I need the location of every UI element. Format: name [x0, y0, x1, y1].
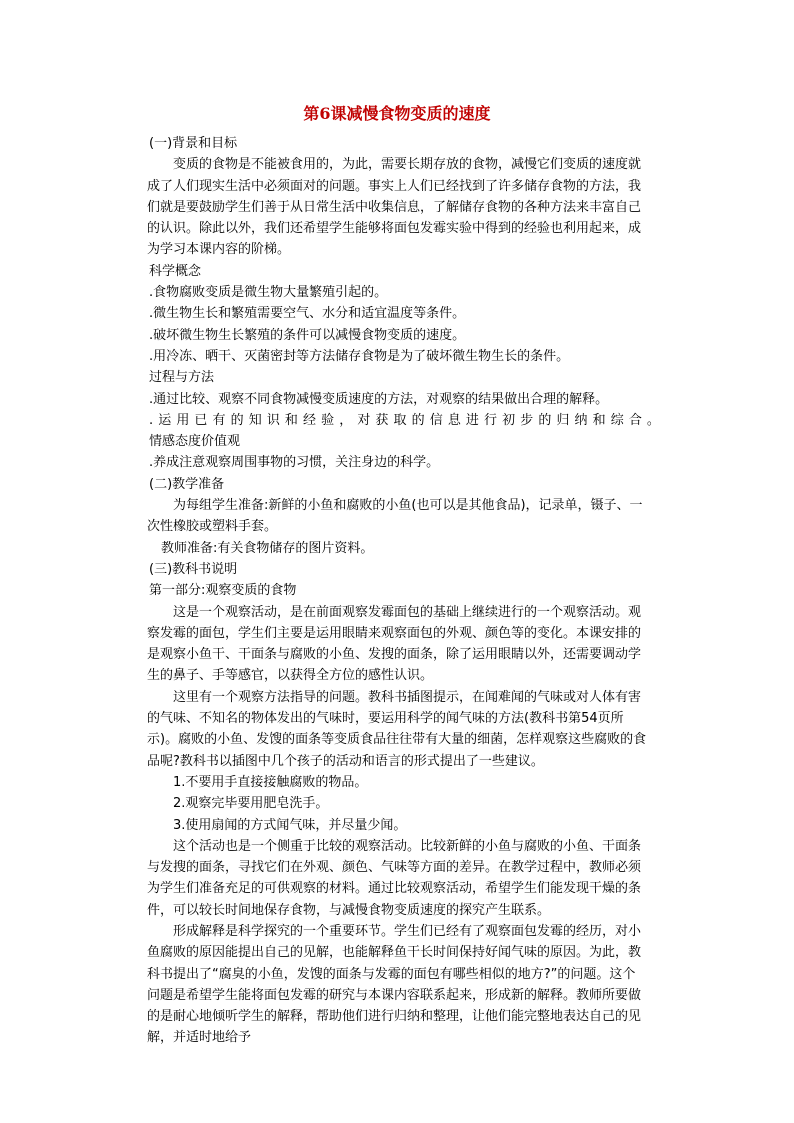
section-heading-preparation: (二)教学准备: [149, 476, 225, 492]
list-item: .微生物生长和繁殖需要空气、水分和适宜温度等条件。: [149, 306, 466, 322]
subheading-part-one: 第一部分:观察变质的食物: [149, 583, 297, 599]
list-item: .养成注意观察周围事物的习惯，关注身边的科学。: [149, 455, 440, 471]
numbered-item: 2.观察完毕要用肥皂洗手。: [173, 796, 329, 812]
paragraph: 这个活动也是一个侧重于比较的观察活动。比较新鲜的小鱼与腐败的小鱼、干面条与发搜的面条，寻找它们在外观、颜色、气味等方面的差异。在教学过程中，教师必须为学生们准备充足的可供观察的材料。通过比较观察活动，希望学生们能发现干燥的条件，可以较长时间地保存食物，与减慢食物变质速度的探究产生联系。: [147, 838, 642, 918]
list-item: .食物腐败变质是微生物大量繁殖引起的。: [149, 285, 388, 301]
section-heading-background: (一)背景和目标: [149, 136, 238, 151]
list-item: .用冷冻、晒干、灭菌密封等方法储存食物是为了破坏微生物生长的条件。: [149, 348, 570, 364]
section-heading-textbook: (三)教科书说明: [149, 561, 238, 577]
paragraph: 为每组学生准备:新鲜的小鱼和腐败的小鱼(也可以是其他食品)，记录单，镊子、一次性橡胶或塑料手套。: [147, 498, 643, 535]
teacher-preparation: 教师准备:有关食物储存的图片资料。: [161, 540, 374, 556]
list-item: .通过比较、观察不同食物减慢变质速度的方法，对观察的结果做出合理的解释。: [149, 391, 609, 407]
subheading-attitudes-values: 情感态度价值观: [149, 434, 241, 450]
page-title: 第6课减慢食物变质的速度: [303, 104, 491, 123]
list-item: .运用已有的知识和经验，对获取的信息进行初步的归纳和综合。: [149, 412, 666, 428]
numbered-item: 3.使用扇闻的方式闻气味，并尽量少闻。: [173, 817, 407, 833]
numbered-item: 1.不要用手直接接触腐败的物品。: [173, 774, 368, 790]
paragraph: 形成解释是科学探究的一个重要环节。学生们已经有了观察面包发霉的经历，对小鱼腐败的原因能提出自己的见解，也能解释鱼干长时间保持好闻气味的原因。为此，教科书提出了“腐臭的小鱼，发馊的面条与发霉的面包有哪些相似的地方?”的问题。这个问题是希望学生能将面包发霉的研究与本课内容联系起来，形成新的解释。教师所要做的是耐心地倾听学生的解释，帮助他们进行归纳和整理，让他们能完整地表达自己的见解，并适时地给予: [147, 923, 642, 1046]
list-item: .破坏微生物生长繁殖的条件可以减慢食物变质的速度。: [149, 327, 466, 343]
subheading-process-methods: 过程与方法: [149, 370, 215, 386]
document-body: [147, 104, 666, 1049]
subheading-science-concepts: 科学概念: [149, 263, 202, 279]
paragraph: 这里有一个观察方法指导的问题。教科书插图提示，在闻难闻的气味或对人体有害的气味、不知名的物体发出的气味时，要运用科学的闻气味的方法(教科书第54页所示)。腐败的小鱼、发馊的面条等变质食品往往带有大量的细菌，怎样观察这些腐败的食品呢?教科书以插图中几个孩子的活动和语言的形式提出了一些建议。: [147, 689, 647, 769]
paragraph: 变质的食物是不能被食用的，为此，需要长期存放的食物，减慢它们变质的速度就成了人们现实生活中必须面对的问题。事实上人们已经找到了许多储存食物的方法，我们就是要鼓励学生们善于从日常生活中收集信息，了解储存食物的各种方法来丰富自己的认识。除此以外，我们还希望学生能够将面包发霉实验中得到的经验也利用起来，成为学习本课内容的阶梯。: [147, 157, 642, 258]
paragraph: 这是一个观察活动，是在前面观察发霉面包的基础上继续进行的一个观察活动。观察发霉的面包，学生们主要是运用眼睛来观察面包的外观、颜色等的变化。本课安排的是观察小鱼干、干面条与腐败的小鱼、发搜的面条，除了运用眼睛以外，还需要调动学生的鼻子、手等感官，以获得全方位的感性认识。: [147, 604, 642, 684]
